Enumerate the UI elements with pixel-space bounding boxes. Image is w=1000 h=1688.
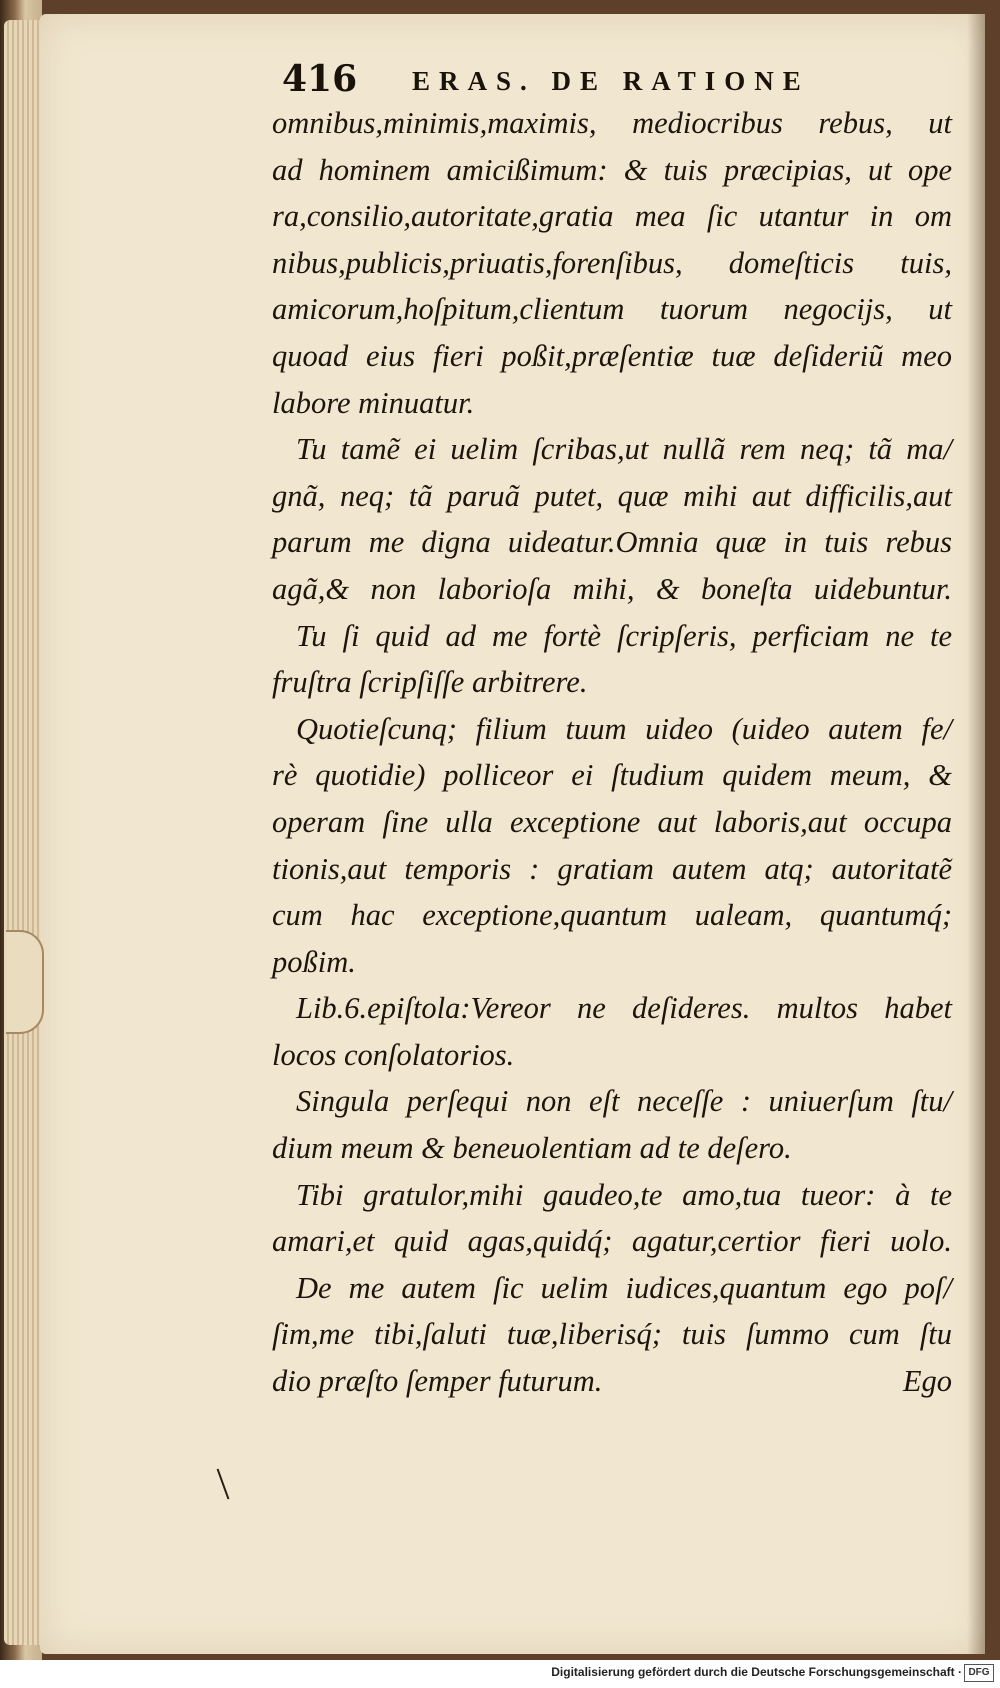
text-line-final [272,1358,952,1405]
text-line: labore minuatur. [272,385,475,420]
page-number: 416 [282,58,358,100]
text-line: gnã, neq; tã paruã putet, quæ mihi aut difficilis,aut [272,478,952,513]
text-line: quoad eius fieri poßit,præſentiæ tuæ deſideriũ meo [272,338,952,373]
text-line: cum hac exceptione,quantum ualeam, quantumq́; [272,898,952,933]
text-line: ad hominem amicißimum: & tuis præcipias, ut ope [272,152,952,187]
text-line: nibus,publicis,priuatis,forenſibus, domeſticis tuis, [272,245,952,280]
text-line: De me autem ſic uelim iudices,quantum ego poſ/ [296,1270,952,1305]
text-line: agã,& non laborioſa mihi, & boneſta uidebuntur. [272,571,952,606]
catchword: Ego [902,1364,952,1399]
text-line: amari,et quid agas,quidq́; agatur,certior fieri uolo. [272,1224,952,1259]
text-line: dium meum & beneuolentiam ad te deſero. [272,1131,792,1166]
text-line: amicorum,hoſpitum,clientum tuorum negocijs, ut [272,292,952,327]
running-head: ERAS. DE RATIONE [412,66,810,96]
text-line: operam ſine ulla exceptione aut laboris,aut occupa [272,804,952,839]
text-line: dio præſto ſemper futurum. [272,1364,603,1399]
text-line: rè quotidie) polliceor ei ſtudium quidem meum, & [272,758,952,793]
dfg-logo: DFG [964,1664,994,1682]
text-line: Tu tamẽ ei uelim ſcribas,ut nullã rem neq; tã ma/ [296,432,952,467]
text-line: ſim,me tibi,ſaluti tuæ,liberisq́; tuis ſummo cum ſtu [272,1317,952,1352]
text-line: omnibus,minimis,maximis, mediocribus rebus, ut [272,106,952,140]
text-line: tionis,aut temporis : gratiam autem atq; autoritatẽ [272,851,952,886]
spine-shadow [967,14,985,1654]
text-line: Tu ſi quid ad me fortè ſcripſeris, perficiam ne te [296,618,952,653]
page-stack-edge [4,20,42,1645]
footer-bar [0,1660,1000,1688]
text-line: fruſtra ſcripſiſſe arbitrere. [272,665,588,700]
text-line: Quotieſcunq; filium tuum uideo (uideo autem fe/ [296,711,952,746]
text-line: Singula perſequi non eſt neceſſe : uniuerſum ſtu/ [296,1084,952,1119]
text-line: parum me digna uideatur.Omnia quæ in tuis rebus [272,525,952,560]
text-line: poßim. [272,944,356,979]
page-tab-marker [6,930,44,1034]
text-line: Lib.6.epiſtola:Vereor ne deſideres. multos habet [296,991,952,1026]
text-line: Tibi gratulor,mihi gaudeo,te amo,tua tueor: à te [296,1177,952,1212]
funding-credit: Digitalisierung gefördert durch die Deutsche Forschungsgemeinschaft · [551,1665,962,1679]
page-header [282,58,922,102]
text-line: locos conſolatorios. [272,1037,515,1072]
text-line: ra,consilio,autoritate,gratia mea ſic utantur in om [272,199,952,234]
body-text [272,100,952,1405]
